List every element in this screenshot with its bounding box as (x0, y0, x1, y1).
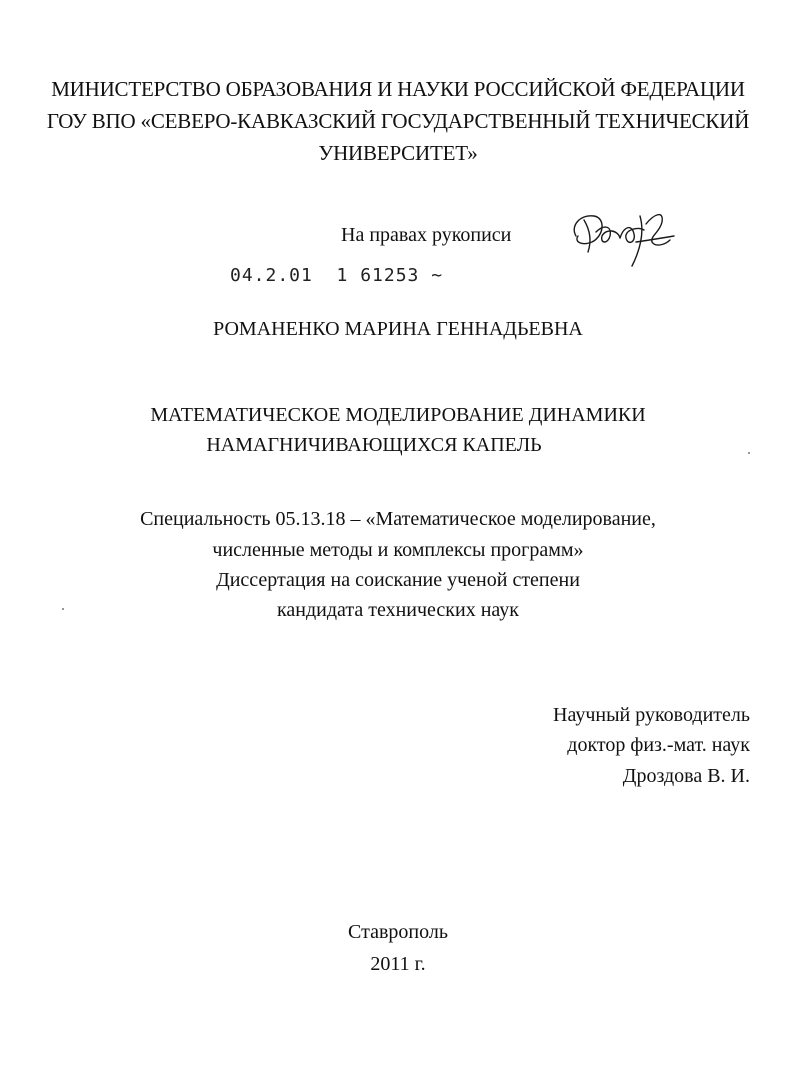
university-header: ГОУ ВПО «СЕВЕРО-КАВКАЗСКИЙ ГОСУДАРСТВЕННЫЙ ТЕХНИЧЕСКИЙ (46, 109, 750, 133)
dissertation-title-line-1: МАТЕМАТИЧЕСКОЕ МОДЕЛИРОВАНИЕ ДИНАМИКИ (150, 404, 646, 426)
year: 2011 г. (370, 953, 426, 975)
manuscript-note: На правах рукописи (341, 224, 512, 246)
dissertation-title-line-2: НАМАГНИЧИВАЮЩИХСЯ КАПЕЛЬ (206, 434, 542, 456)
registration-stamp: 04.2.01 1 61253 ~ (230, 265, 444, 286)
scan-speck (62, 608, 64, 610)
scan-speck (748, 452, 750, 454)
university-header-continued: УНИВЕРСИТЕТ» (318, 141, 478, 165)
degree-line-2: кандидата технических наук (276, 599, 520, 621)
author-name: РОМАНЕНКО МАРИНА ГЕННАДЬЕВНА (213, 318, 583, 340)
supervisor-degree: доктор физ.-мат. наук (567, 734, 750, 756)
city: Ставрополь (348, 921, 448, 943)
degree-line-1: Диссертация на соискание ученой степени (216, 569, 580, 591)
handwritten-signature (566, 196, 678, 274)
specialty-line-1: Специальность 05.13.18 – «Математическое моделирование, (140, 508, 656, 530)
supervisor-name: Дроздова В. И. (622, 765, 750, 787)
specialty-line-2: численные методы и комплексы программ» (212, 539, 584, 561)
ministry-header: МИНИСТЕРСТВО ОБРАЗОВАНИЯ И НАУКИ РОССИЙСКОЙ ФЕДЕРАЦИИ (51, 77, 745, 101)
supervisor-role: Научный руководитель (553, 704, 750, 726)
